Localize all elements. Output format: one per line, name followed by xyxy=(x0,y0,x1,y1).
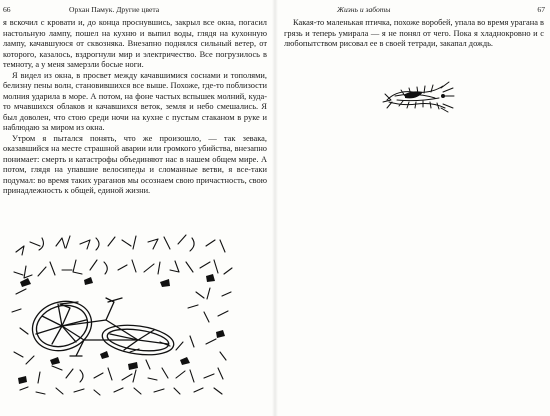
paragraph: Я видел из окна, в просвет между качавшимися соснами и тополями, белизну пены волн, становившихся все выше. Похоже, где-то поблизости молния ударила в море. А потом, на фоне частых вспышек молний, куда-то мчавшихся облаков и качавшихся веток, земля и небо смешались. Я был доволен, что стою среди ночи на кухне с пустым стаканом в руке и наблюдаю за миром из окна. xyxy=(3,70,267,132)
fallen-bicycle-sketch-icon xyxy=(10,232,238,400)
dying-bird-sketch-icon xyxy=(381,78,456,114)
right-page-text xyxy=(284,18,544,50)
left-running-head: Орхан Памук. Другие цвета xyxy=(69,5,160,14)
left-page-number: 66 xyxy=(3,5,11,14)
paragraph: Какая-то маленькая птичка, похоже воробей, упала во время урагана в грязь и теперь умирала — я не понял от чего. Пока я хладнокровно и с любопытством рисовал ее в своей тетради, закапал дождь. xyxy=(284,18,544,48)
right-page-number: 67 xyxy=(537,5,545,14)
right-page xyxy=(275,0,550,416)
right-running-head: Жизнь и заботы xyxy=(337,5,391,14)
paragraph: я вскочил с кровати и, до конца проснувшись, закрыл все окна, погасил настольную лампу, пошел на кухню и выпил воды, глядя на кухонную лампу, качавшуюся от сквозняка. Внезапно поднялся сильный ветер, от которого, казалось, вздрогнули мир и электричество. Все погрузилось в темноту, а у меня замерзли босые ноги. xyxy=(3,18,267,69)
paragraph: Утром я пытался понять, что же произошло, — так зевака, оказавшийся на месте страшной аварии или громкого убийства, внезапно понимает: смерть и катастрофы объединяют нас в нашем общем мире. А потом, глядя на упавшие велосипеды и сломанные ветви, я все-таки подумал: во время таких ураганов мы осознаем свою причастность, свою принадлежность к общей, единой жизни. xyxy=(3,133,267,195)
left-page-text xyxy=(3,18,267,197)
